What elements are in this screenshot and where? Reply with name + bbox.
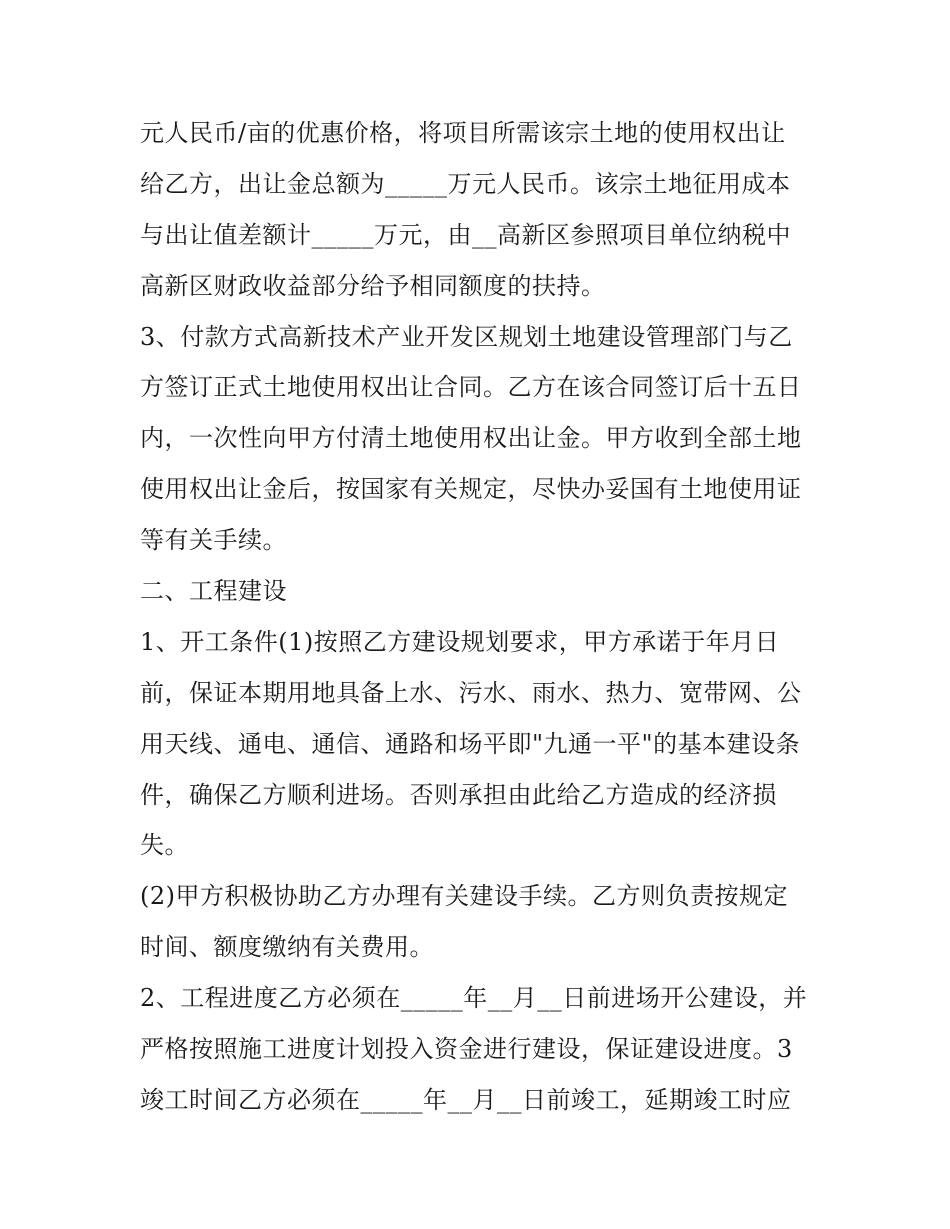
text-line: (2)甲方积极协助乙方办理有关建设手续。乙方则负责按规定 xyxy=(140,882,788,911)
text-line: 内，一次性向甲方付清土地使用权出让金。甲方收到全部土地 xyxy=(140,424,802,453)
text-line: 失。 xyxy=(140,831,189,860)
text-line: 元人民币/亩的优惠价格，将项目所需该宗土地的使用权出让 xyxy=(140,119,786,147)
text-line: 高新区财政收益部分给予相同额度的扶持。 xyxy=(140,271,606,300)
text-line: 时间、额度缴纳有关费用。 xyxy=(140,933,434,962)
text-line: 竣工时间乙方必须在_____年__月__日前竣工，延期竣工时应 xyxy=(140,1085,792,1114)
text-line: 前，保证本期用地具备上水、污水、雨水、热力、宽带网、公 xyxy=(140,678,802,707)
text-line: 严格按照施工进度计划投入资金进行建设，保证建设进度。3 xyxy=(140,1035,793,1064)
text-line: 方签订正式土地使用权出让合同。乙方在该合同签订后十五日 xyxy=(140,373,802,402)
text-line: 2、工程进度乙方必须在_____年__月__日前进场开公建设，并 xyxy=(140,984,808,1013)
section-heading: 二、工程建设 xyxy=(140,577,287,606)
contract-body xyxy=(140,108,820,1126)
text-line: 给乙方，出让金总额为_____万元人民币。该宗土地征用成本 xyxy=(140,169,791,198)
text-line: 件，确保乙方顺利进场。否则承担由此给乙方造成的经济损 xyxy=(140,780,777,809)
text-line: 使用权出让金后，按国家有关规定，尽快办妥国有土地使用证 xyxy=(140,475,802,504)
text-line: 与出让值差额计_____万元，由__高新区参照项目单位纳税中 xyxy=(140,220,791,249)
text-line: 等有关手续。 xyxy=(140,526,287,555)
text-line: 用天线、通电、通信、通路和场平即"九通一平"的基本建设条 xyxy=(140,729,801,758)
text-line: 1、开工条件(1)按照乙方建设规划要求，甲方承诺于年月日 xyxy=(140,627,780,656)
text-line: 3、付款方式高新技术产业开发区规划土地建设管理部门与乙 xyxy=(140,322,793,351)
